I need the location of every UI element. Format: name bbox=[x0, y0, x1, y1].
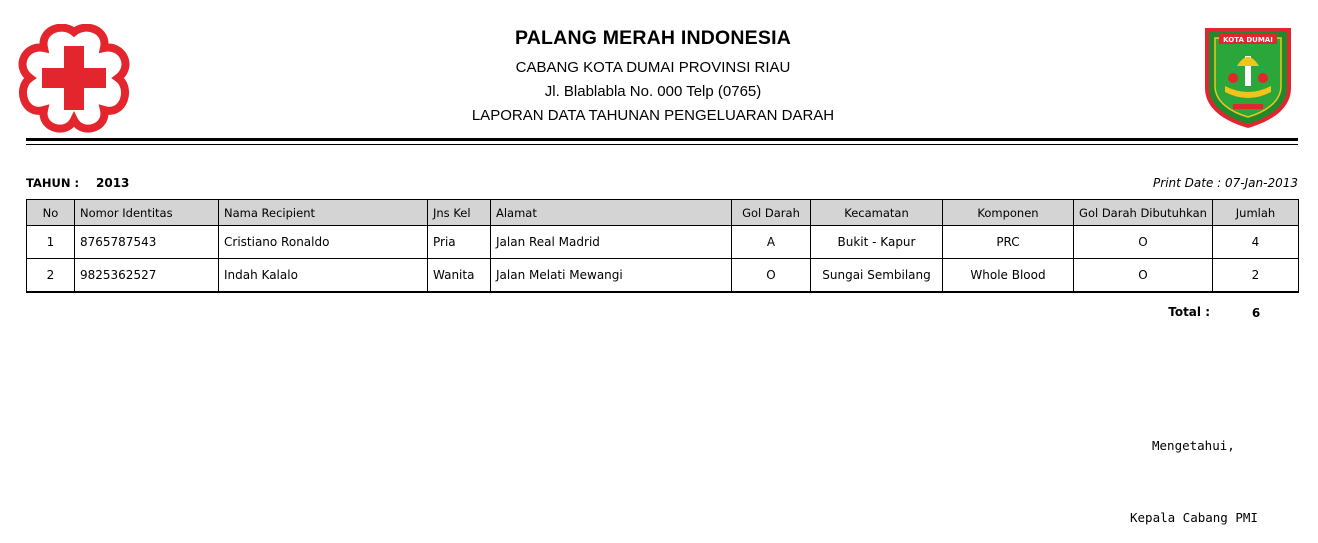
col-header-kecamatan: Kecamatan bbox=[811, 200, 943, 226]
cell-jumlah: 4 bbox=[1213, 226, 1299, 259]
cell-nama-recipient: Cristiano Ronaldo bbox=[219, 226, 428, 259]
col-header-nama-recipient: Nama Recipient bbox=[219, 200, 428, 226]
cell-gol-darah-dibutuhkan: O bbox=[1074, 259, 1213, 293]
cell-jns-kel: Pria bbox=[428, 226, 491, 259]
cell-gol-darah: A bbox=[732, 226, 811, 259]
table-header-row bbox=[27, 200, 1299, 226]
cell-nomor-identitas: 9825362527 bbox=[75, 259, 219, 293]
report-table bbox=[26, 199, 1299, 293]
col-header-jns-kel: Jns Kel bbox=[428, 200, 491, 226]
col-header-no: No bbox=[27, 200, 75, 226]
cell-komponen: Whole Blood bbox=[943, 259, 1074, 293]
year-value: 2013 bbox=[96, 176, 130, 190]
signer-title: Kepala Cabang PMI bbox=[1130, 510, 1258, 525]
cell-jumlah: 2 bbox=[1213, 259, 1299, 293]
cell-jns-kel: Wanita bbox=[428, 259, 491, 293]
cell-gol-darah-dibutuhkan: O bbox=[1074, 226, 1213, 259]
cell-nama-recipient: Indah Kalalo bbox=[219, 259, 428, 293]
cell-alamat: Jalan Real Madrid bbox=[491, 226, 732, 259]
cell-no: 2 bbox=[27, 259, 75, 293]
col-header-gol-darah-dibutuhkan: Gol Darah Dibutuhkan bbox=[1074, 200, 1213, 226]
svg-text:KOTA DUMAI: KOTA DUMAI bbox=[1223, 36, 1273, 44]
cell-alamat: Jalan Melati Mewangi bbox=[491, 259, 732, 293]
cell-gol-darah: O bbox=[732, 259, 811, 293]
cell-no: 1 bbox=[27, 226, 75, 259]
col-header-jumlah: Jumlah bbox=[1213, 200, 1299, 226]
col-header-nomor-identitas: Nomor Identitas bbox=[75, 200, 219, 226]
cell-komponen: PRC bbox=[943, 226, 1074, 259]
year-label: TAHUN : bbox=[26, 176, 80, 190]
pmi-red-cross-logo bbox=[16, 24, 132, 134]
report-title: LAPORAN DATA TAHUNAN PENGELUARAN DARAH bbox=[471, 107, 835, 124]
table-row bbox=[27, 226, 1299, 259]
col-header-komponen: Komponen bbox=[943, 200, 1074, 226]
total-value: 6 bbox=[1251, 306, 1261, 320]
cell-kecamatan: Bukit - Kapur bbox=[811, 226, 943, 259]
branch-address: Jl. Blablabla No. 000 Telp (0765) bbox=[544, 83, 762, 100]
header-divider-thick bbox=[26, 138, 1298, 141]
branch-name: CABANG KOTA DUMAI PROVINSI RIAU bbox=[515, 59, 791, 76]
cell-nomor-identitas: 8765787543 bbox=[75, 226, 219, 259]
col-header-alamat: Alamat bbox=[491, 200, 732, 226]
total-label: Total : bbox=[1168, 305, 1210, 319]
header-divider-thin bbox=[26, 144, 1298, 145]
table-row bbox=[27, 259, 1299, 293]
kota-dumai-emblem bbox=[1199, 26, 1297, 130]
print-date: Print Date : 07-Jan-2013 bbox=[1153, 176, 1298, 190]
cell-kecamatan: Sungai Sembilang bbox=[811, 259, 943, 293]
acknowledged-text: Mengetahui, bbox=[1152, 438, 1235, 453]
org-title: PALANG MERAH INDONESIA bbox=[515, 27, 791, 49]
col-header-gol-darah: Gol Darah bbox=[732, 200, 811, 226]
